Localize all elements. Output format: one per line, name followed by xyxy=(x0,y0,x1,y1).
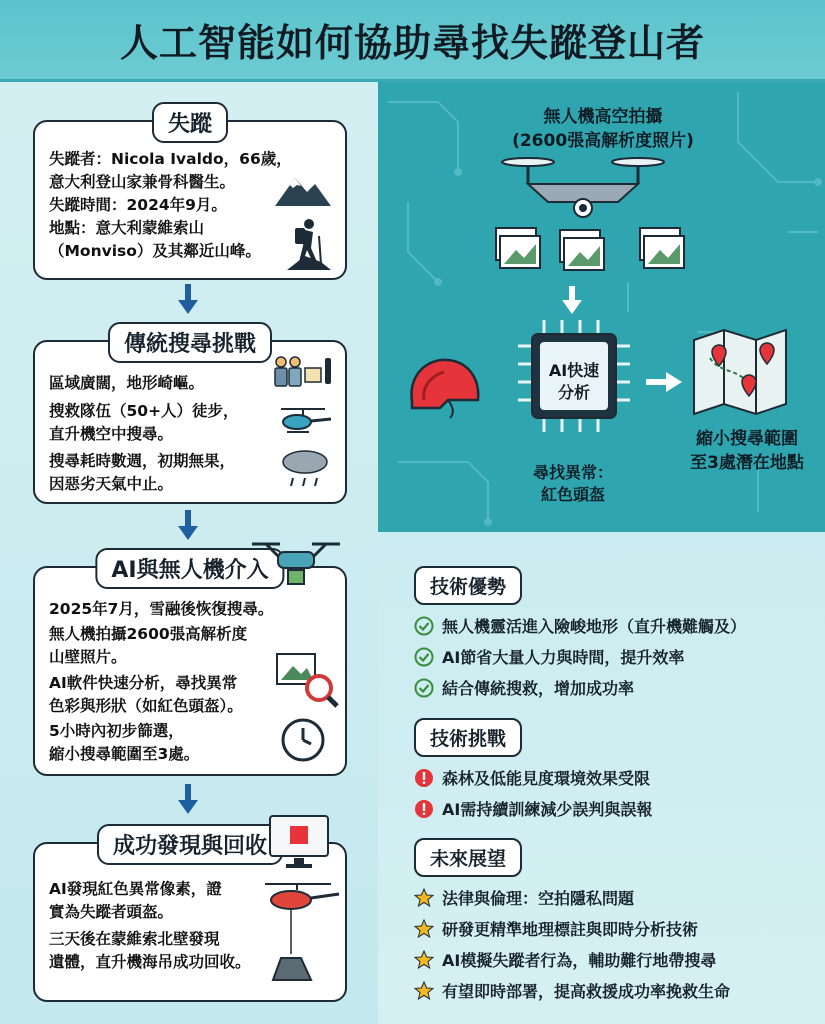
card-ai-line: 5小時內初步篩選， xyxy=(49,722,184,740)
star-icon xyxy=(414,888,434,908)
card-missing xyxy=(33,112,347,280)
rescue-team-icon xyxy=(271,354,333,388)
card-missing-line: 意大利登山家兼骨科醫生。 xyxy=(49,173,236,191)
hiker-icon xyxy=(281,216,333,272)
card-missing-line: 地點：意大利蒙維索山 xyxy=(49,219,205,237)
challenge-item xyxy=(414,797,652,820)
future-item xyxy=(414,979,730,1002)
advantage-text: 結合傳統搜救，增加成功率 xyxy=(442,679,635,698)
card-success-line: 三天後在蒙維索北壁發現 xyxy=(49,930,220,948)
chip-label-2: 分析 xyxy=(557,383,590,402)
future-text: 有望即時部署，提高救援成功率挽救生命 xyxy=(442,982,731,1001)
photo-stack-icon xyxy=(490,224,700,284)
warning-circle-icon xyxy=(414,768,434,788)
advantage-item xyxy=(414,676,634,699)
drone-icon xyxy=(250,536,342,592)
map-icon xyxy=(690,328,790,416)
card-ai-line: 色彩與形狀（如紅色頭盔）。 xyxy=(49,697,243,715)
card-ai-drone xyxy=(33,558,347,776)
star-icon xyxy=(414,981,434,1001)
arrow-right-icon xyxy=(646,372,682,392)
card-ai-line: 2025年7月，雪融後恢復搜尋。 xyxy=(49,600,274,618)
future-item xyxy=(414,948,716,971)
advantage-item xyxy=(414,645,684,668)
card-ai-line: 無人機拍攝2600張高解析度 xyxy=(49,625,248,643)
challenge-text: 森林及低能見度環境效果受限 xyxy=(442,769,651,788)
card-missing-title: 失蹤 xyxy=(152,102,228,143)
helicopter-icon xyxy=(275,406,335,436)
info-panel xyxy=(378,532,825,1024)
check-circle-icon xyxy=(414,616,434,636)
chip-label-1: AI快速 xyxy=(548,361,600,380)
future-text: 研發更精準地理標註與即時分析技術 xyxy=(442,920,699,939)
card-missing-line: 失蹤者：Nicola Ivaldo，66歲， xyxy=(49,150,292,168)
card-missing-line: （Monviso）及其鄰近山峰。 xyxy=(49,242,261,260)
card-success-line: AI發現紅色異常像素，證 xyxy=(49,880,222,898)
card-ai-line: 山壁照片。 xyxy=(49,648,127,666)
anomaly-label-2: 紅色頭盔 xyxy=(540,485,605,504)
future-text: 法律與倫理：空拍隱私問題 xyxy=(442,889,635,908)
red-helmet-icon xyxy=(404,354,482,420)
card-success-line: 遺體，直升機海吊成功回收。 xyxy=(49,953,251,971)
card-ai-drone-title: AI與無人機介入 xyxy=(95,548,284,589)
drone-label-1: 無人機高空拍攝 xyxy=(543,107,663,127)
card-missing-line: 失蹤時間：2024年9月。 xyxy=(49,196,227,214)
future-title: 未來展望 xyxy=(414,838,522,877)
anomaly-label-1: 尋找異常： xyxy=(532,463,613,482)
card-success-line: 實為失蹤者頭盔。 xyxy=(49,903,174,921)
star-icon xyxy=(414,919,434,939)
advantage-item xyxy=(414,614,746,637)
check-circle-icon xyxy=(414,678,434,698)
advantage-text: 無人機靈活進入險峻地形（直升機難觸及） xyxy=(442,617,747,636)
challenges-title: 技術挑戰 xyxy=(414,718,522,757)
map-label-2: 至3處潛在地點 xyxy=(690,453,804,473)
page-title: 人工智能如何協助尋找失蹤登山者 xyxy=(119,21,705,65)
arrow-down-icon xyxy=(178,784,198,814)
advantage-text: AI節省大量人力與時間，提升效率 xyxy=(442,648,685,667)
card-ai-line: 縮小搜尋範圍至3處。 xyxy=(49,745,200,763)
star-icon xyxy=(414,950,434,970)
clock-icon xyxy=(279,716,327,764)
card-traditional-title: 傳統搜尋挑戰 xyxy=(108,322,272,363)
arrow-down-icon xyxy=(178,510,198,540)
card-traditional-line: 搜尋耗時數週，初期無果， xyxy=(49,452,236,470)
arrow-down-icon xyxy=(178,284,198,314)
warning-circle-icon xyxy=(414,799,434,819)
photo-magnifier-icon xyxy=(275,652,341,708)
challenge-text: AI需持續訓練減少誤判與誤報 xyxy=(442,800,653,819)
card-traditional-line: 因惡劣天氣中止。 xyxy=(49,475,174,493)
card-success-title: 成功發現與回收 xyxy=(97,824,283,865)
card-traditional-line: 直升機空中搜尋。 xyxy=(49,425,174,443)
card-traditional-line: 搜救隊伍（50+人）徒步， xyxy=(49,402,239,420)
drone-icon xyxy=(498,154,668,224)
card-traditional-line: 區域廣闊，地形崎嶇。 xyxy=(49,374,205,392)
rain-cloud-icon xyxy=(279,446,331,490)
drone-label-2: (2600張高解析度照片) xyxy=(512,131,694,151)
future-item xyxy=(414,886,634,909)
card-ai-line: AI軟件快速分析，尋找異常 xyxy=(49,674,238,692)
future-text: AI模擬失蹤者行為，輔助難行地帶搜尋 xyxy=(442,951,717,970)
advantages-title: 技術優勢 xyxy=(414,566,522,605)
helicopter-rescue-icon xyxy=(261,880,343,984)
diagram-panel xyxy=(378,82,825,532)
card-traditional xyxy=(33,332,347,504)
challenge-item xyxy=(414,766,650,789)
future-item xyxy=(414,917,698,940)
header-banner xyxy=(0,0,825,82)
mountain-icon xyxy=(275,172,331,206)
arrow-down-icon xyxy=(562,286,582,314)
map-label-1: 縮小搜尋範圍 xyxy=(696,429,798,449)
check-circle-icon xyxy=(414,647,434,667)
monitor-alert-icon xyxy=(268,814,330,870)
